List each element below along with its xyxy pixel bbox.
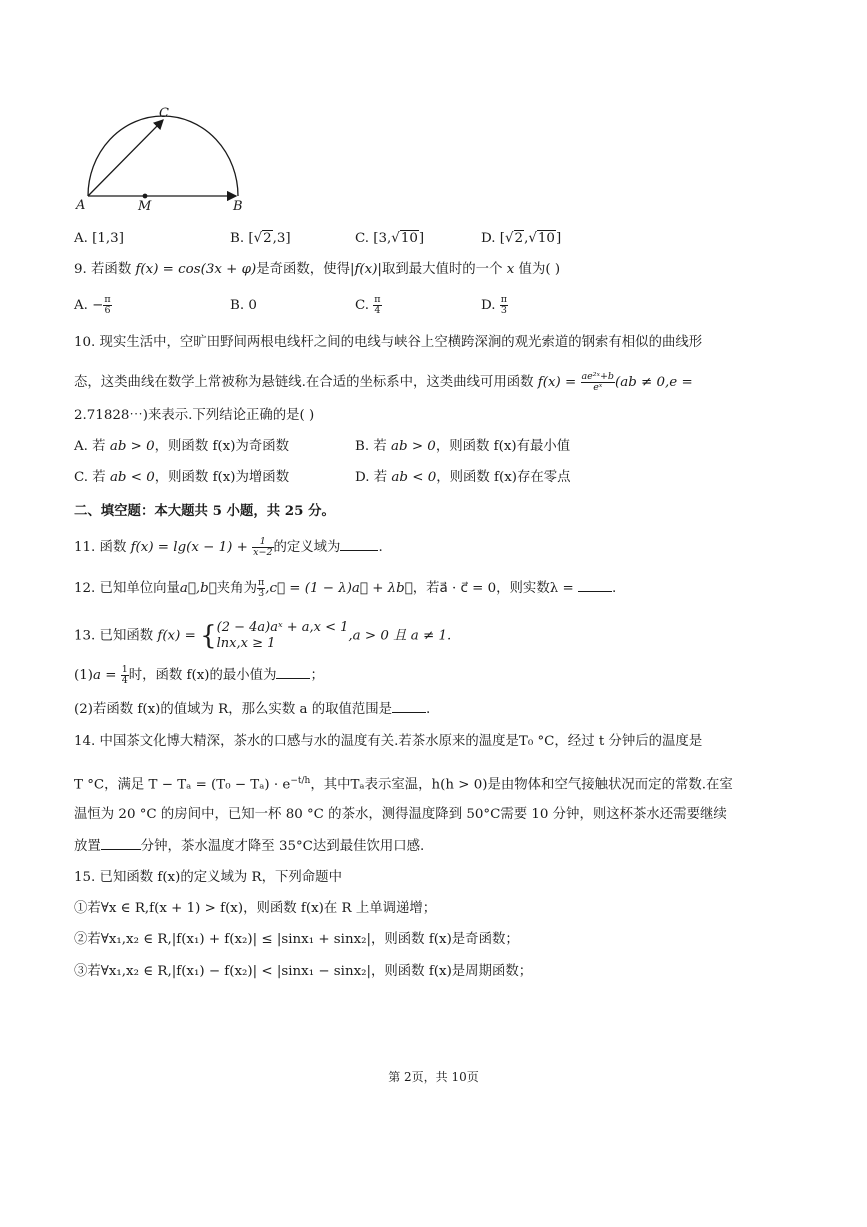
q13-stem: 13. 已知函数 f(x) = { (2 − 4a)aˣ + a,x < 1 lnx,x ≥ 1 ,a > 0 且 a ≠ 1. <box>74 620 452 651</box>
q14-line1: 14. 中国茶文化博大精深，茶水的口感与水的温度有关.若茶水原来的温度是T₀ °C，经过 t 分钟后的温度是 <box>74 734 703 749</box>
q9-option-a: A. − $\frac{\pi}{6}$ <box>74 294 111 316</box>
section-heading: 二、填空题：本大题共 5 小题，共 25 分。 <box>74 503 335 519</box>
q8-option-c: C. [3,√10] <box>355 231 425 246</box>
q9-option-d: D. $\frac{\pi}{3}$ <box>481 294 508 316</box>
q15-stem: 15. 已知函数 f(x)的定义域为 R，下列命题中 <box>74 870 342 885</box>
q10-line3: 2.71828⋯)来表示.下列结论正确的是( ) <box>74 408 315 423</box>
q10-line1: 10. 现实生活中，空旷田野间两根电线杆之间的电线与峡谷上空横跨深涧的观光索道的钢索有相似的曲线形 <box>74 335 703 350</box>
label-a: A <box>76 198 86 213</box>
q14-line3: 温恒为 20 °C 的房间中，已知一杯 80 °C 的茶水，测得温度降到 50°C需要 10 分钟，则这杯茶水还需要继续 <box>74 807 727 822</box>
label-m: M <box>138 199 152 214</box>
semicircle-arc <box>88 116 238 196</box>
q8-option-d: D. [√2,√10] <box>481 231 562 246</box>
q10-line2: 态，这类曲线在数学上常被称为悬链线.在合适的坐标系中，这类曲线可用函数 f(x) = $\frac{\text{ae²ˣ+b}}{\text{eˣ}}$ (ab ≠ 0,e = <box>74 371 693 393</box>
answer-blank[interactable] <box>101 837 141 850</box>
q10-option-c: C. 若 ab < 0，则函数 f(x)为增函数 <box>74 470 290 485</box>
vector-ac <box>88 120 163 196</box>
q10-option-d: D. 若 ab < 0，则函数 f(x)存在零点 <box>355 470 571 485</box>
answer-blank[interactable] <box>340 538 378 551</box>
q14-line2: T °C，满足 $T - T_a = (T_0 - T_a) \cdot e^{-t/h}$，其中Tₐ表示室温，h(h > 0)是由物体和空气接触状况而定的常数.在室 <box>74 776 733 793</box>
q10-option-b: B. 若 ab > 0，则函数 f(x)有最小值 <box>355 439 571 454</box>
q14-line4: 放置 分钟，茶水温度才降至 35°C达到最佳饮用口感. <box>74 839 425 854</box>
q9-option-c: C. $\frac{\pi}{4}$ <box>355 294 381 316</box>
page-footer: 第 2页，共 10页 <box>388 1070 479 1084</box>
q8-option-b: B. [√2,3] <box>230 231 291 246</box>
label-c: C <box>159 106 169 121</box>
q13-part1: (1)a = $\frac{1}{4}$ 时，函数 f(x)的最小值为 ； <box>74 664 324 686</box>
answer-blank[interactable] <box>276 666 310 679</box>
q15-item-1: ①若∀x ∈ R,f(x + 1) > f(x)，则函数 f(x)在 R 上单调递增； <box>74 901 437 916</box>
q15-item-3: ③若∀x₁,x₂ ∈ R,|f(x₁) − f(x₂)| < |sinx₁ − sinx₂|，则函数 f(x)是周期函数； <box>74 964 533 979</box>
label-b: B <box>233 199 243 214</box>
q13-part2: (2)若函数 f(x)的值域为 R，那么实数 a 的取值范围是 . <box>74 702 431 717</box>
answer-blank[interactable] <box>578 579 612 592</box>
answer-blank[interactable] <box>392 700 426 713</box>
q12: 12. 已知单位向量a⃗,b⃗夹角为 $\frac{\pi}{3}$ ,c⃗ = (1 − λ)a⃗ + λb⃗，若a⃗ · c⃗ = 0，则实数λ = . <box>74 577 617 599</box>
q10-option-a: A. 若 ab > 0，则函数 f(x)为奇函数 <box>74 439 289 454</box>
q8-option-a: A. [1,3] <box>74 231 124 246</box>
q9-option-b: B. 0 <box>230 298 257 313</box>
q15-item-2: ②若∀x₁,x₂ ∈ R,|f(x₁) + f(x₂)| ≤ |sinx₁ + sinx₂|，则函数 f(x)是奇函数； <box>74 932 519 947</box>
q9-stem: 9. 若函数 f(x) = cos(3x + φ)是奇函数，使得|f(x)|取到最大值时的一个 x 值为( ) <box>74 262 561 277</box>
q11: 11. 函数 f(x) = lg(x − 1) + $\frac{1}{x-2}$ 的定义域为 . <box>74 536 383 558</box>
semicircle-figure <box>70 100 260 215</box>
point-m <box>143 194 148 199</box>
